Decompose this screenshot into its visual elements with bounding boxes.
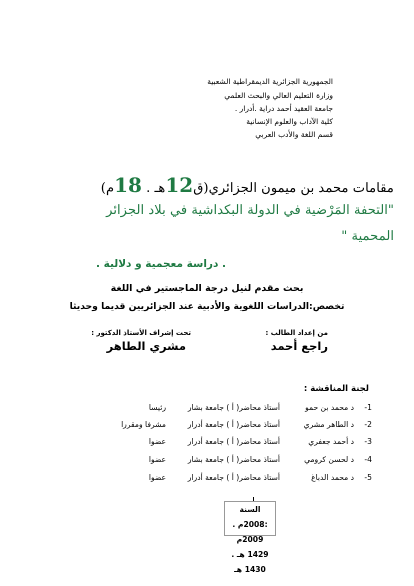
research-purpose: بحث مقدم لنيل درجة الماجستير في اللغة bbox=[110, 283, 304, 294]
member-name: د محمد بن حمو bbox=[305, 403, 354, 412]
year-hijri: 1429 هـ . 1430 هـ bbox=[231, 550, 269, 574]
member-rank: أستاذ محاضر( أ ) جامعة أدرار bbox=[187, 473, 280, 482]
committee-row bbox=[72, 473, 372, 489]
member-name: د محمد الدباغ bbox=[311, 473, 354, 482]
committee-row bbox=[72, 455, 372, 471]
member-name: د لحسن كرومي bbox=[304, 455, 354, 464]
member-role: عضوا bbox=[148, 473, 166, 482]
committee-row bbox=[72, 420, 372, 436]
thesis-title-line3: المحمية " bbox=[341, 229, 394, 244]
specialty: تخصص:الدراسات اللغوية والأدبية عند الجزائريين قديما وحديثا bbox=[69, 301, 345, 312]
title-hijri-mark: هـ . bbox=[141, 181, 166, 196]
department-line: قسم اللغة والأدب العربي bbox=[255, 130, 333, 139]
study-type: . دراسة معجمية و دلالية . bbox=[96, 258, 226, 270]
year-box bbox=[224, 501, 276, 574]
title-text: مقامات محمد بن ميمون الجزائري(ق bbox=[193, 181, 394, 196]
member-name: د أحمد جعفري bbox=[308, 437, 354, 446]
student-label: من إعداد الطالب : bbox=[265, 329, 328, 337]
member-role: رئيسا bbox=[148, 403, 166, 412]
member-role: عضوا bbox=[148, 455, 166, 464]
student-name: راجع أحمد bbox=[270, 339, 328, 353]
row-number: 5- bbox=[364, 473, 372, 482]
title-century-gregorian: 18 bbox=[114, 173, 142, 197]
member-rank: أستاذ محاضر( أ ) جامعة بشار bbox=[187, 403, 280, 412]
committee-title: لجنة المناقشة : bbox=[303, 384, 369, 394]
member-rank: أستاذ محاضر( أ ) جامعة بشار bbox=[187, 455, 280, 464]
member-name: د الطاهر مشري bbox=[303, 420, 354, 429]
committee-row bbox=[72, 437, 372, 453]
ministry-line: وزارة التعليم العالي والبحث العلمي bbox=[224, 91, 333, 100]
supervisor-name: مشري الطاهر bbox=[106, 339, 186, 353]
supervisor-label: تحت إشراف الأستاذ الدكتور : bbox=[91, 329, 191, 337]
row-number: 2- bbox=[364, 420, 372, 429]
member-rank: أستاذ محاضر( أ ) جامعة أدرار bbox=[187, 437, 280, 446]
university-line: جامعة العقيد أحمد دراية .أدرار . bbox=[234, 104, 333, 113]
year-gregorian: السنة :2008م . 2009م bbox=[232, 505, 268, 544]
faculty-line: كلية الآداب والعلوم الإنسانية bbox=[246, 117, 333, 126]
member-role: عضوا bbox=[148, 437, 166, 446]
member-role: مشرفا ومقررا bbox=[121, 420, 166, 429]
committee-row bbox=[72, 403, 372, 419]
row-number: 1- bbox=[364, 403, 372, 412]
republic-line: الجمهورية الجزائرية الديمقراطية الشعبية bbox=[207, 77, 333, 86]
title-century-hijri: 12 bbox=[165, 173, 194, 197]
thesis-title-line1 bbox=[100, 173, 394, 198]
row-number: 4- bbox=[364, 455, 372, 464]
thesis-title-line2: "التحفة المَرْضية في الدولة البكداشية في بلاد الجزائر bbox=[106, 203, 394, 218]
title-end: م) bbox=[100, 181, 115, 196]
member-rank: أستاذ محاضر( أ ) جامعة أدرار bbox=[187, 420, 280, 429]
row-number: 3- bbox=[364, 437, 372, 446]
